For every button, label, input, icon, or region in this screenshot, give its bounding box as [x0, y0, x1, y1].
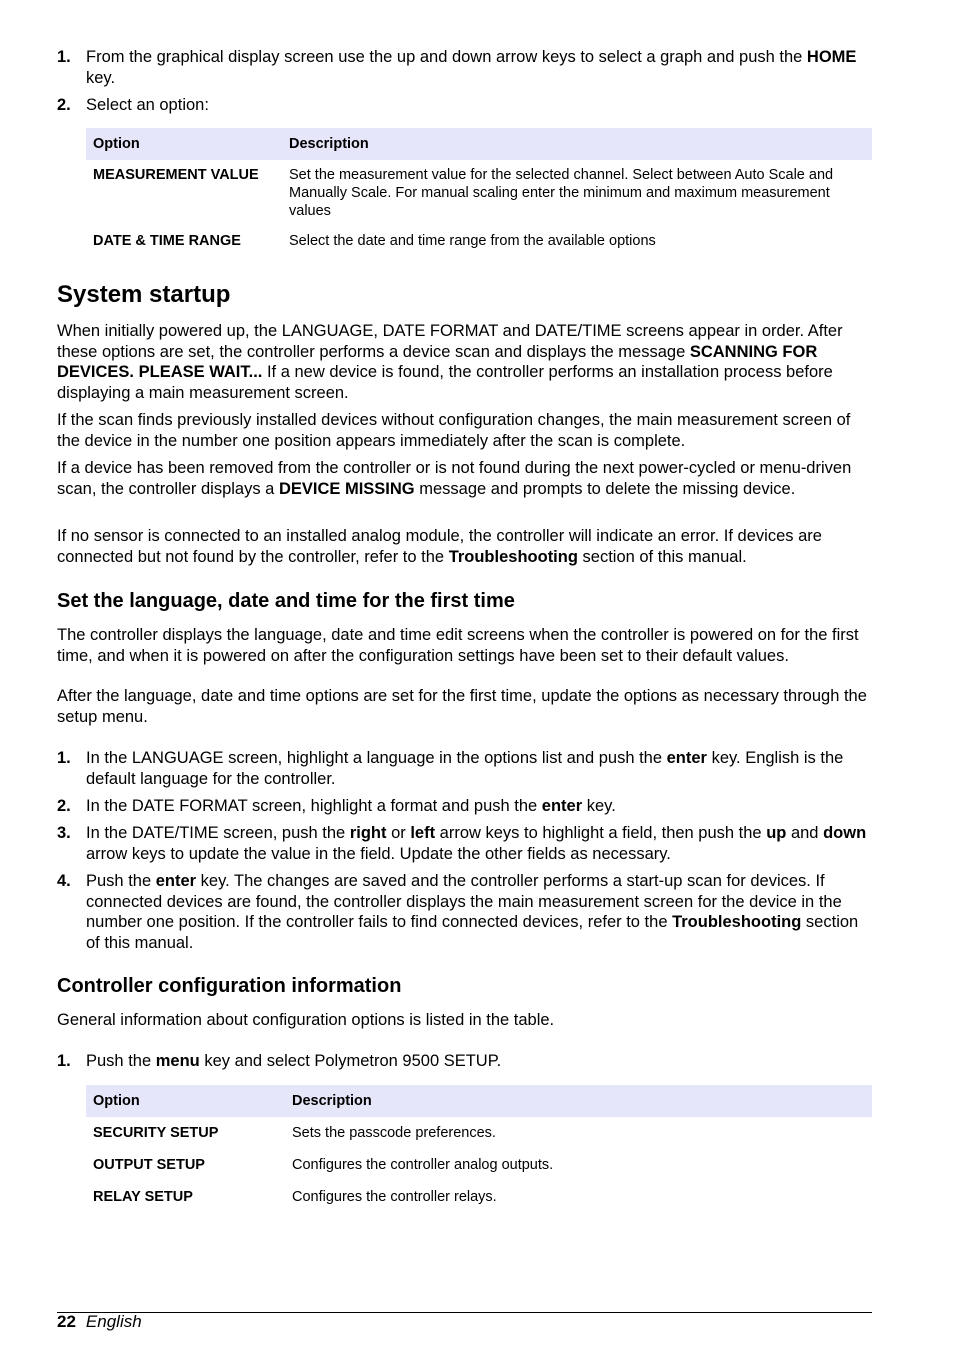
table-row — [86, 1181, 872, 1213]
step-text: Push the menu key and select Polymetron 9500 SETUP. — [86, 1052, 502, 1070]
paragraph: After the language, date and time options are set for the first time, update the options as necessary through the setup menu. — [57, 687, 867, 726]
step-number: 1. — [57, 48, 71, 66]
step-text: Select an option: — [86, 96, 209, 114]
config-step-1 — [57, 1051, 872, 1072]
option-cell: OUTPUT SETUP — [93, 1157, 205, 1173]
step-text: From the graphical display screen use the up and down arrow keys to select a graph and push the HOME key. — [86, 48, 857, 87]
paragraph: When initially powered up, the LANGUAGE, DATE FORMAT and DATE/TIME screens appear in order. After these options are set, the controller performs a device scan and displays the message SCANNING FOR DEVICES. PLEASE WAIT... If a new device is found, the controller performs an installation process before displaying a main measurement screen. — [57, 322, 843, 402]
page-number: 22 — [57, 1312, 76, 1331]
section-heading-system-startup: System startup — [57, 281, 231, 308]
option-cell: DATE & TIME RANGE — [93, 233, 241, 249]
description-cell: Configures the controller relays. — [292, 1189, 497, 1205]
description-cell: Select the date and time range from the available options — [289, 233, 656, 249]
option-cell: RELAY SETUP — [93, 1189, 193, 1205]
options-table-graph — [86, 128, 872, 256]
step-number: 4. — [57, 872, 71, 890]
language-step-1 — [57, 748, 872, 790]
step-number: 2. — [57, 797, 71, 815]
table-row — [86, 226, 872, 256]
table-row — [86, 160, 872, 226]
description-cell: Configures the controller analog outputs. — [292, 1157, 554, 1173]
step-number: 1. — [57, 1052, 71, 1070]
page-footer — [57, 1312, 142, 1332]
step-2-intro — [57, 95, 872, 116]
table-header-description: Description — [285, 1085, 872, 1117]
description-cell: Set the measurement value for the selected channel. Select between Auto Scale and Manually Scale. For manual scaling enter the minimum and maximum measurement values — [289, 167, 834, 219]
language-step-2 — [57, 796, 872, 817]
table-header-option: Option — [86, 1085, 285, 1117]
paragraph: If a device has been removed from the controller or is not found during the next power-cycled or menu-driven scan, the controller displays a DEVICE MISSING message and prompts to delete the missing device. — [57, 459, 852, 498]
step-text: Push the enter key. The changes are saved and the controller performs a start-up scan for devices. If connected devices are found, the controller displays the main measurement screen for the device in the number one position. If the controller fails to find connected devices, refer to the Troubleshooting section of this manual. — [86, 872, 859, 952]
paragraph: If the scan finds previously installed devices without configuration changes, the main measurement screen of the device in the number one position appears immediately after the scan is complete. — [57, 411, 851, 450]
section-heading-language: Set the language, date and time for the first time — [57, 590, 515, 612]
language-step-4 — [57, 871, 872, 955]
table-row — [86, 1149, 872, 1181]
step-text: In the DATE/TIME screen, push the right or left arrow keys to highlight a field, then push the up and down arrow keys to update the value in the field. Update the other fields as necessary. — [86, 824, 867, 863]
option-cell: MEASUREMENT VALUE — [93, 167, 259, 183]
table-row — [86, 1117, 872, 1149]
language-step-3 — [57, 823, 872, 865]
table-header-option: Option — [86, 128, 282, 160]
paragraph: The controller displays the language, date and time edit screens when the controller is powered on for the first time, and when it is powered on after the configuration settings have been set to their default values. — [57, 626, 859, 665]
options-table-config — [86, 1085, 872, 1213]
step-number: 2. — [57, 96, 71, 114]
step-text: In the DATE FORMAT screen, highlight a format and push the enter key. — [86, 797, 616, 815]
table-header-description: Description — [282, 128, 872, 160]
paragraph: If no sensor is connected to an installed analog module, the controller will indicate an error. If devices are connected but not found by the controller, refer to the Troubleshooting section of this manual. — [57, 527, 822, 566]
step-number: 1. — [57, 749, 71, 767]
step-text: In the LANGUAGE screen, highlight a language in the options list and push the enter key. English is the default language for the controller. — [86, 749, 844, 788]
option-cell: SECURITY SETUP — [93, 1125, 219, 1141]
description-cell: Sets the passcode preferences. — [292, 1125, 496, 1141]
footer-language: English — [85, 1312, 142, 1331]
section-heading-config: Controller configuration information — [57, 975, 402, 997]
footer-divider — [57, 1312, 872, 1313]
paragraph: General information about configuration options is listed in the table. — [57, 1011, 555, 1029]
step-1-intro — [57, 47, 872, 89]
step-number: 3. — [57, 824, 71, 842]
